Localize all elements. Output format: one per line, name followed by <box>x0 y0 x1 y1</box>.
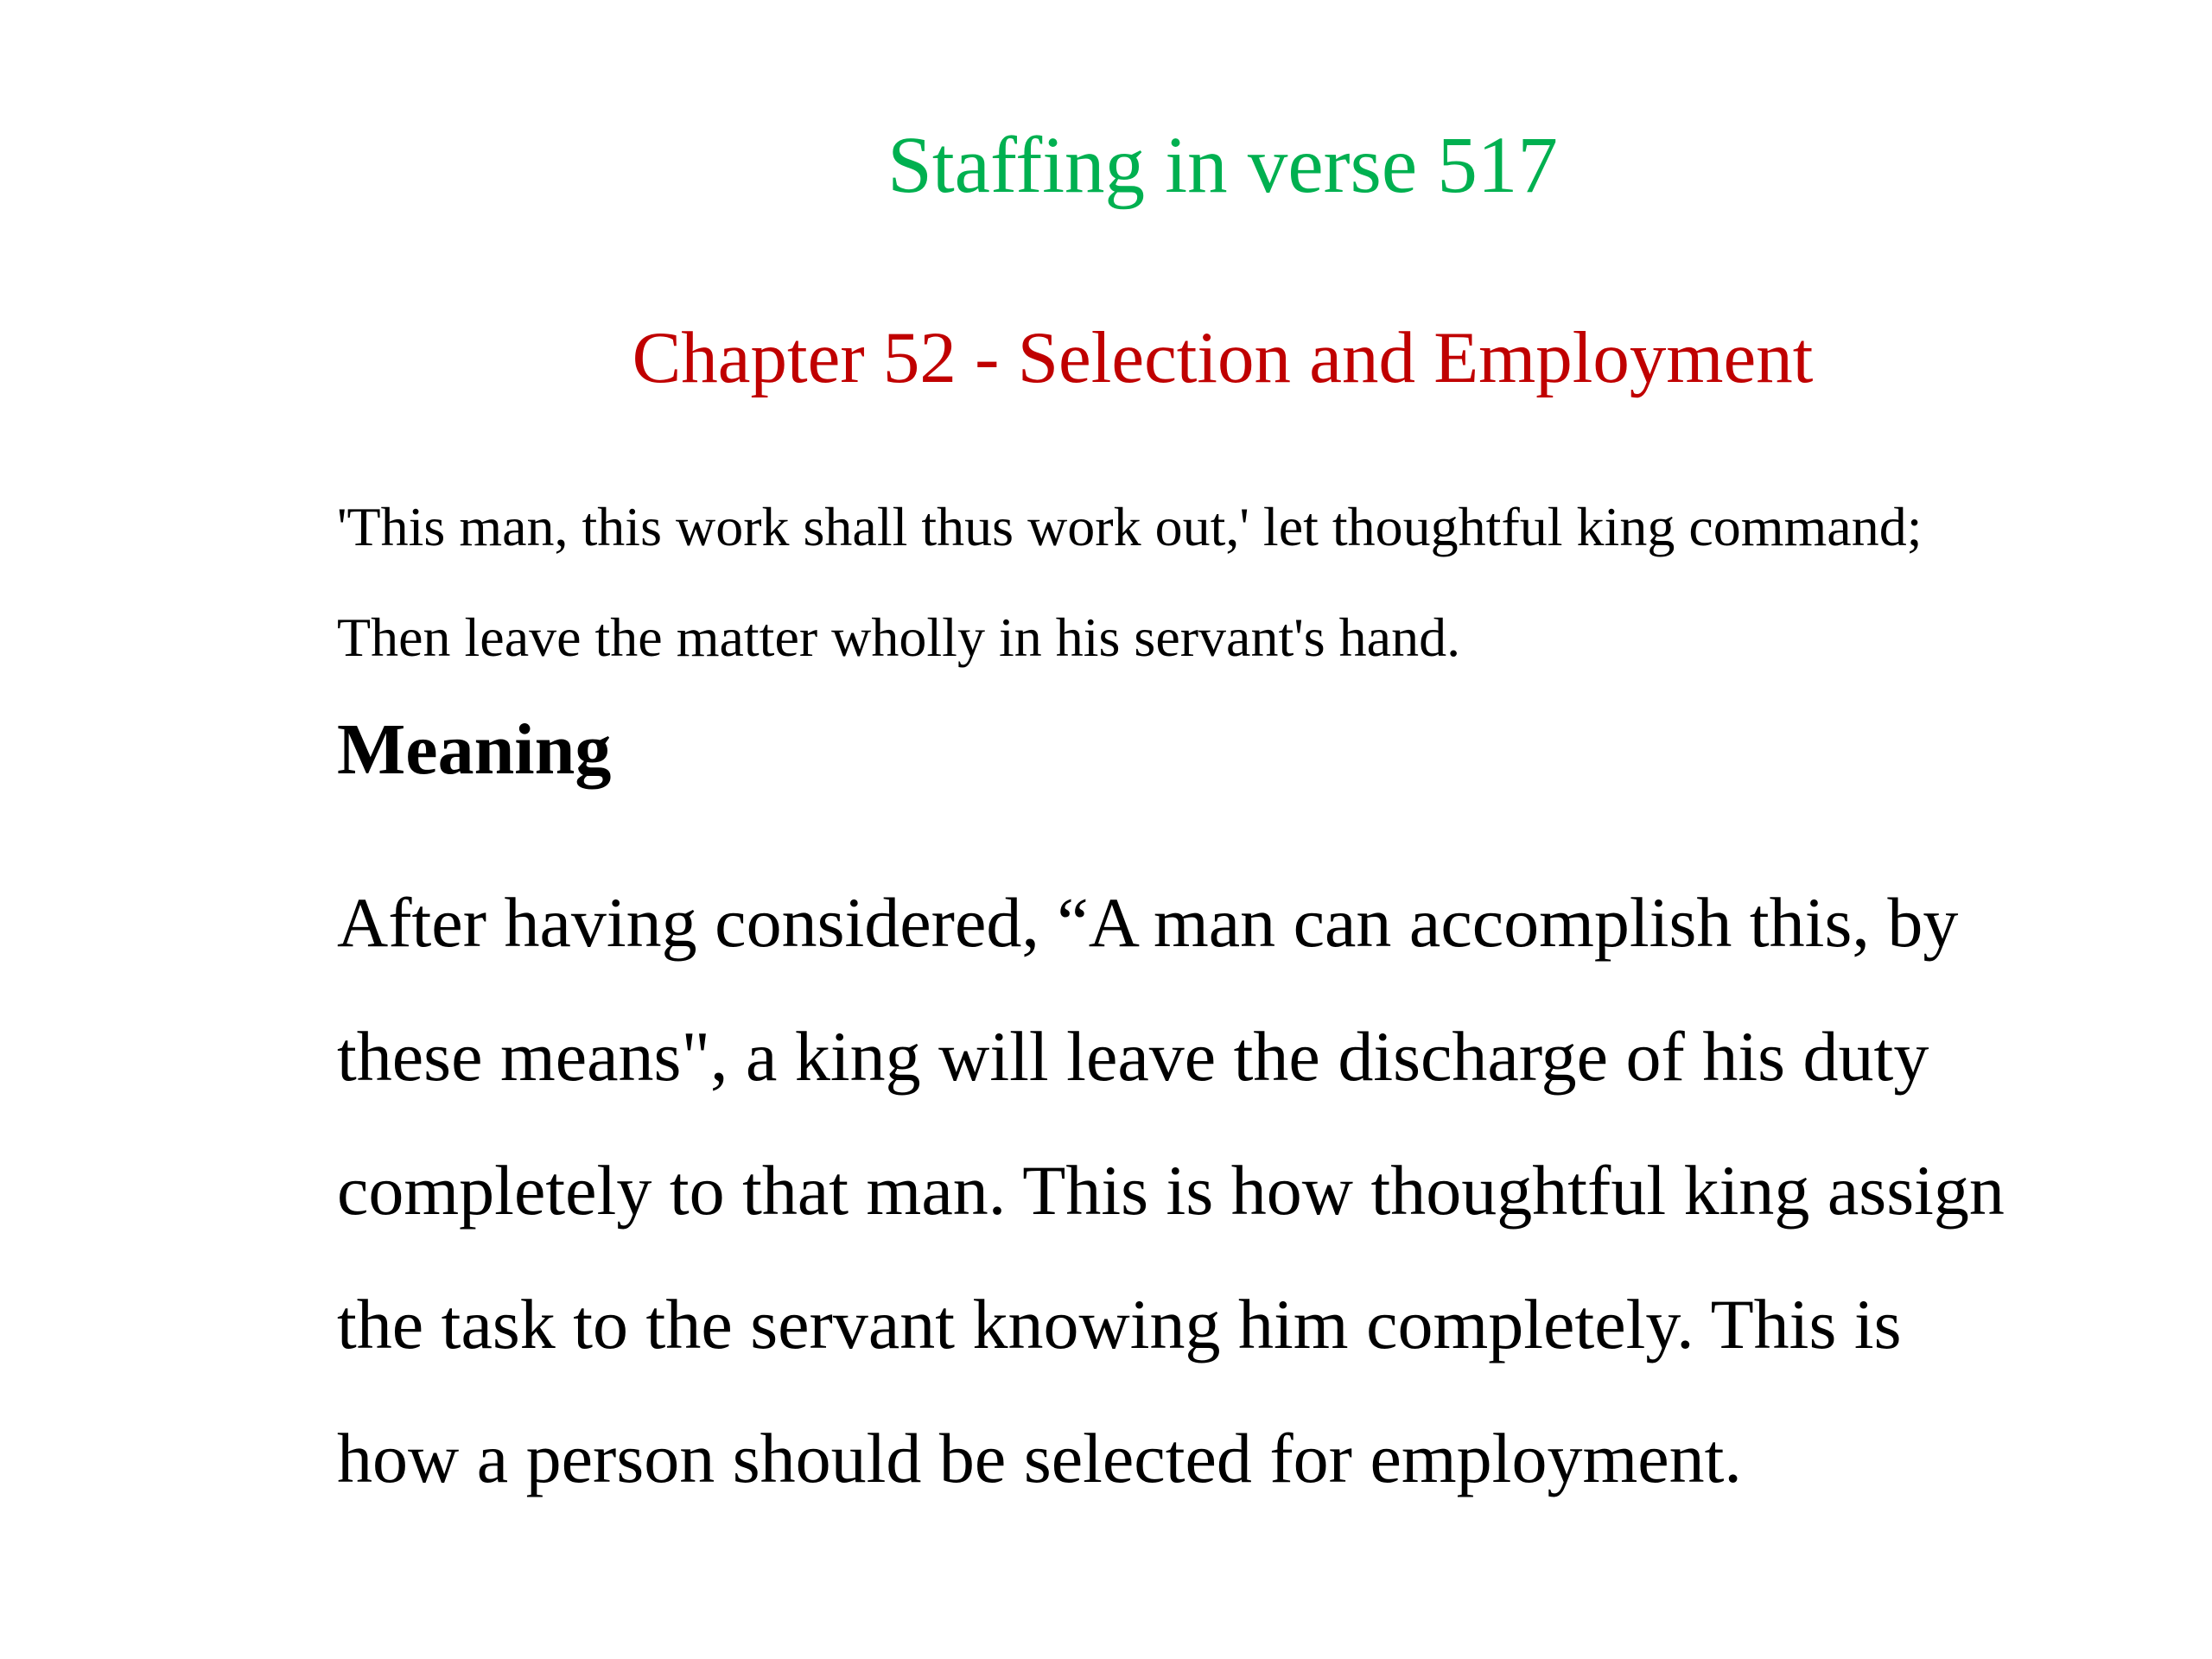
verse-line: Then leave the matter wholly in his servant's hand. <box>337 607 1461 668</box>
meaning-paragraph <box>337 855 2005 1525</box>
meaning-line: the task to the servant knowing him completely. This is <box>337 1285 1902 1363</box>
meaning-heading: Meaning <box>337 709 612 790</box>
verse-text <box>337 472 1922 693</box>
meaning-line: these means", a king will leave the discharge of his duty <box>337 1017 1929 1096</box>
meaning-line: After having considered, “A man can accomplish this, by <box>337 883 1959 962</box>
chapter-heading: Chapter 52 - Selection and Employment <box>632 317 1814 398</box>
verse-line: 'This man, this work shall thus work out,' let thoughtful king command; <box>337 496 1923 557</box>
page-title: Staffing in verse 517 <box>887 121 1558 210</box>
meaning-line: completely to that man. This is how thoughtful king assign <box>337 1151 2005 1230</box>
meaning-line: how a person should be selected for employment. <box>337 1419 1742 1497</box>
